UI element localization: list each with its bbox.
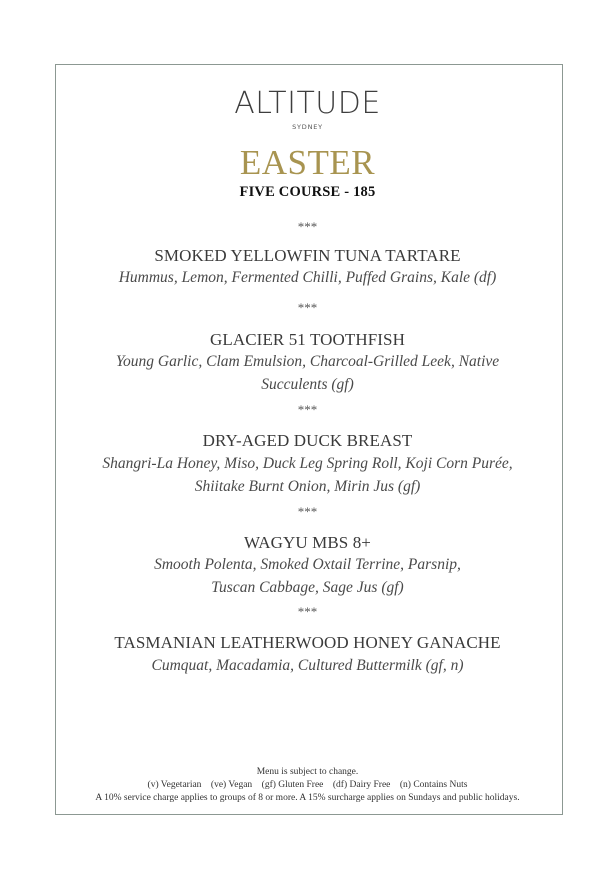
dish-description: Cumquat, Macadamia, Cultured Buttermilk (gf, n)	[151, 657, 464, 674]
dish-name: TASMANIAN LEATHERWOOD HONEY GANACHE	[114, 633, 501, 652]
menu-title: EASTER	[239, 143, 376, 182]
dish-description: Succulents (gf)	[261, 376, 354, 393]
dietary-legend: (v) Vegetarian (ve) Vegan (gf) Gluten Free (df) Dairy Free (n) Contains Nuts	[147, 780, 468, 790]
dish-description: Shangri-La Honey, Miso, Duck Leg Spring Roll, Koji Corn Purée,	[102, 455, 513, 472]
dish-description: Smooth Polenta, Smoked Oxtail Terrine, Parsnip,	[154, 556, 461, 573]
dish-description: Shiitake Burnt Onion, Mirin Jus (gf)	[194, 478, 421, 495]
dish-name: GLACIER 51 TOOTHFISH	[210, 330, 405, 349]
dish-description: Hummus, Lemon, Fermented Chilli, Puffed Grains, Kale (df)	[118, 269, 497, 286]
separator: ***	[297, 504, 318, 519]
dish-name: SMOKED YELLOWFIN TUNA TARTARE	[154, 246, 461, 265]
brand-logo: ALTITUDE	[234, 86, 381, 121]
surcharge-note: A 10% service charge applies to groups of 8 or more. A 15% surcharge applies on Sundays and public holidays.	[95, 793, 520, 803]
separator: ***	[297, 219, 318, 234]
separator: ***	[297, 300, 318, 315]
brand-location: SYDNEY	[292, 123, 323, 131]
dish-name: WAGYU MBS 8+	[244, 533, 371, 552]
dish-name: DRY-AGED DUCK BREAST	[202, 431, 413, 450]
separator: ***	[297, 604, 318, 619]
dish-description: Tuscan Cabbage, Sage Jus (gf)	[211, 579, 404, 596]
separator: ***	[297, 402, 318, 417]
courses-price: FIVE COURSE - 185	[239, 184, 376, 200]
dish-description: Young Garlic, Clam Emulsion, Charcoal-Grilled Leek, Native	[115, 353, 500, 370]
menu-change-note: Menu is subject to change.	[256, 767, 359, 777]
